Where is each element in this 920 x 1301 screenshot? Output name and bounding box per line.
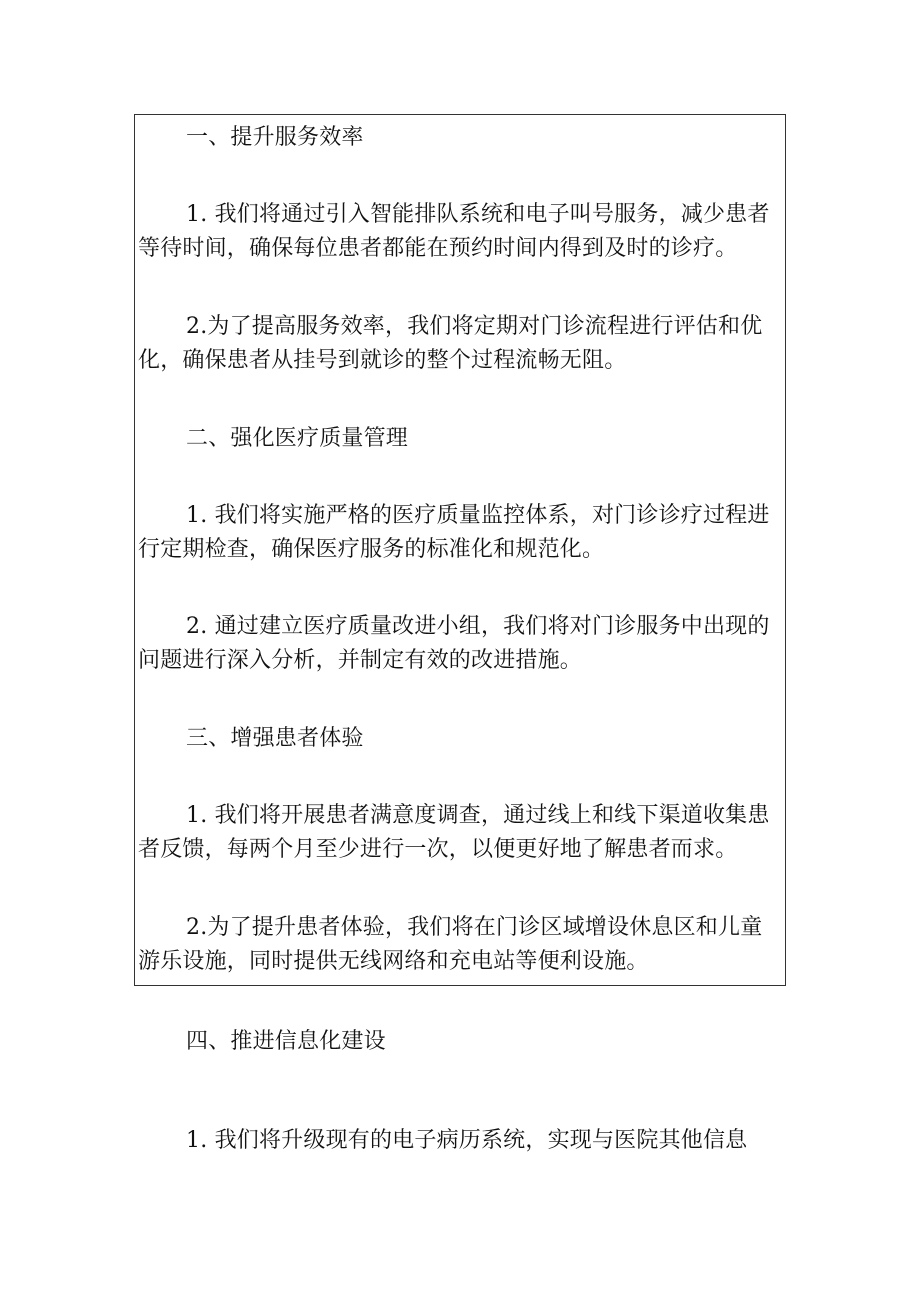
paragraph-line: 2.为了提高服务效率，我们将定期对门诊流程进行评估和优 bbox=[186, 314, 763, 339]
paragraph-line: 等待时间，确保每位患者都能在预约时间内得到及时的诊疗。 bbox=[138, 236, 738, 261]
paragraph-line: 行定期检查，确保医疗服务的标准化和规范化。 bbox=[138, 537, 605, 562]
section-heading: 二、强化医疗质量管理 bbox=[186, 426, 409, 451]
section-heading: 一、提升服务效率 bbox=[186, 125, 364, 150]
paragraph-line: 游乐设施，同时提供无线网络和充电站等便利设施。 bbox=[138, 949, 649, 974]
paragraph-line: 1. 我们将实施严格的医疗质量监控体系，对门诊诊疗过程进 bbox=[186, 503, 770, 528]
paragraph-line: 化，确保患者从挂号到就诊的整个过程流畅无阻。 bbox=[138, 348, 627, 373]
paragraph-line: 2. 通过建立医疗质量改进小组，我们将对门诊服务中出现的 bbox=[186, 614, 770, 639]
paragraph-line: 1. 我们将升级现有的电子病历系统，实现与医院其他信息 bbox=[186, 1128, 748, 1153]
paragraph-line: 者反馈，每两个月至少进行一次，以便更好地了解患者而求。 bbox=[138, 837, 738, 862]
paragraph-line: 1. 我们将通过引入智能排队系统和电子叫号服务，减少患者 bbox=[186, 202, 770, 227]
paragraph-line: 1. 我们将开展患者满意度调查，通过线上和线下渠道收集患 bbox=[186, 803, 770, 828]
paragraph-line: 2.为了提升患者体验，我们将在门诊区域增设休息区和儿童 bbox=[186, 915, 763, 940]
paragraph-line: 问题进行深入分析，并制定有效的改进措施。 bbox=[138, 648, 583, 673]
section-heading: 四、推进信息化建设 bbox=[186, 1029, 386, 1054]
section-heading: 三、增强患者体验 bbox=[186, 726, 364, 751]
